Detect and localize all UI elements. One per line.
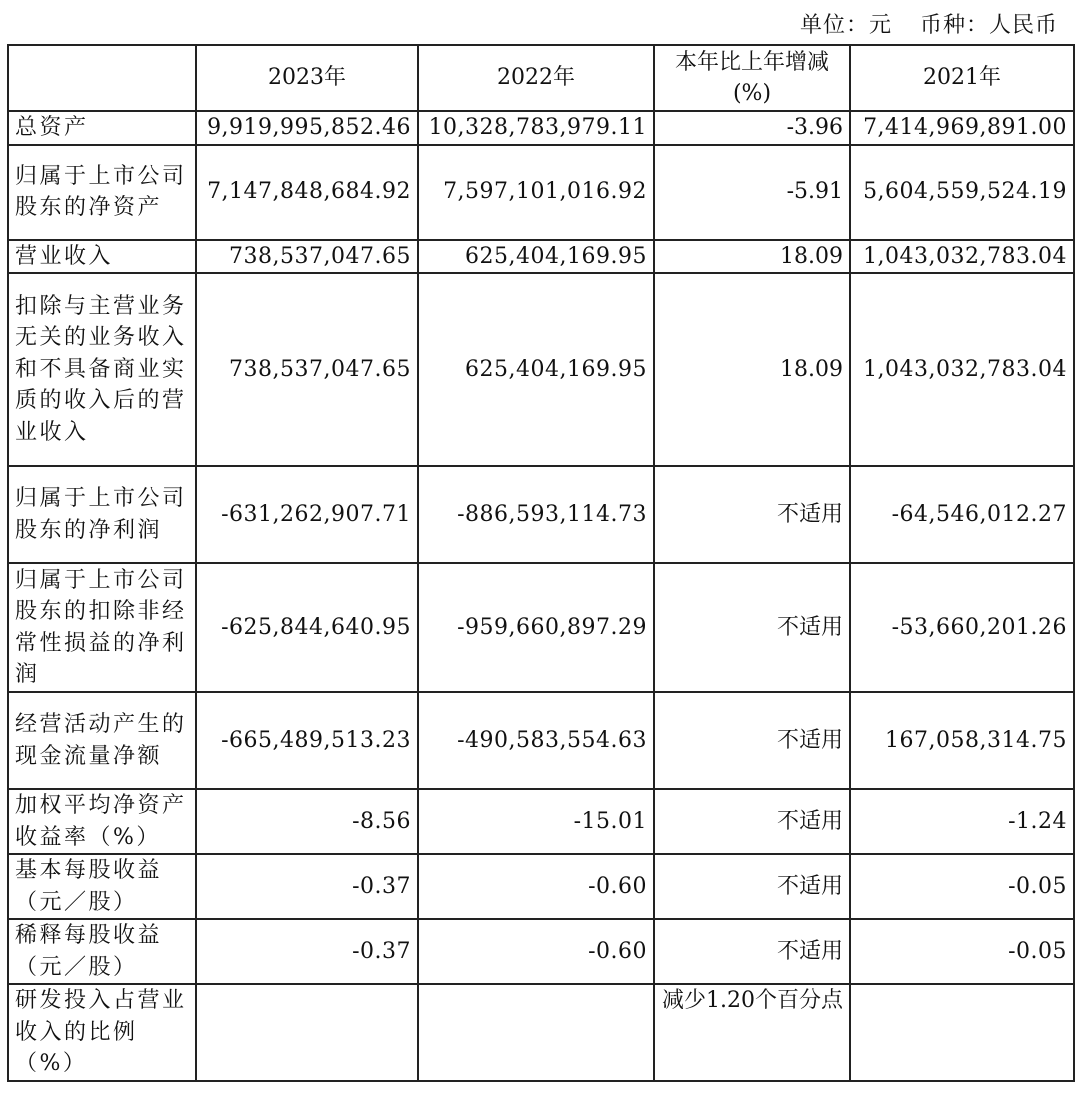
value-2022: -959,660,897.29 [418,563,654,692]
value-2023: 738,537,047.65 [196,273,418,466]
value-change: 不适用 [654,919,850,984]
value-2023: -665,489,513.23 [196,692,418,789]
value-change: 不适用 [654,692,850,789]
value-2023: -0.37 [196,854,418,919]
value-change: 18.09 [654,273,850,466]
value-change: 不适用 [654,854,850,919]
value-2022: 7,597,101,016.92 [418,145,654,240]
value-2021: -53,660,201.26 [850,563,1074,692]
value-2023: 738,537,047.65 [196,240,418,274]
value-change: -3.96 [654,111,850,145]
row-label: 营业收入 [8,240,196,274]
header-item [8,45,196,111]
header-year-2023: 2023年 [196,45,418,111]
row-label: 总资产 [8,111,196,145]
value-change: -5.91 [654,145,850,240]
value-2021: -0.05 [850,919,1074,984]
value-2021: 7,414,969,891.00 [850,111,1074,145]
value-2021: 1,043,032,783.04 [850,273,1074,466]
value-2022: 10,328,783,979.11 [418,111,654,145]
table-row [8,111,1074,145]
value-2022 [418,984,654,1081]
value-2023: -631,262,907.71 [196,466,418,563]
row-label: 加权平均净资产收益率（%） [8,789,196,854]
table-row [8,145,1074,240]
value-2021: 1,043,032,783.04 [850,240,1074,274]
row-label: 稀释每股收益（元／股） [8,919,196,984]
row-label: 归属于上市公司股东的净资产 [8,145,196,240]
row-label: 基本每股收益（元／股） [8,854,196,919]
table-row [8,854,1074,919]
value-2021 [850,984,1074,1081]
table-row [8,984,1074,1081]
value-2022: -15.01 [418,789,654,854]
header-change: 本年比上年增减(%) [654,45,850,111]
value-2021: 5,604,559,524.19 [850,145,1074,240]
value-2021: 167,058,314.75 [850,692,1074,789]
value-2021: -1.24 [850,789,1074,854]
value-2022: 625,404,169.95 [418,273,654,466]
table-row [8,563,1074,692]
value-2023: -8.56 [196,789,418,854]
value-2022: -886,593,114.73 [418,466,654,563]
row-label: 扣除与主营业务无关的业务收入和不具备商业实质的收入后的营业收入 [8,273,196,466]
value-2023: 9,919,995,852.46 [196,111,418,145]
unit-caption [800,8,1058,39]
value-change: 减少1.20个百分点 [654,984,850,1081]
value-2022: -490,583,554.63 [418,692,654,789]
row-label: 归属于上市公司股东的扣除非经常性损益的净利润 [8,563,196,692]
value-2023: -0.37 [196,919,418,984]
value-2023: 7,147,848,684.92 [196,145,418,240]
header-year-2021: 2021年 [850,45,1074,111]
header-row [8,45,1074,111]
value-2022: 625,404,169.95 [418,240,654,274]
row-label: 归属于上市公司股东的净利润 [8,466,196,563]
table-row [8,919,1074,984]
table-row [8,240,1074,274]
table-row [8,466,1074,563]
value-change: 不适用 [654,789,850,854]
header-year-2022: 2022年 [418,45,654,111]
value-2022: -0.60 [418,919,654,984]
currency-label: 币种：人民币 [919,13,1058,38]
value-2023: -625,844,640.95 [196,563,418,692]
value-2022: -0.60 [418,854,654,919]
value-change: 18.09 [654,240,850,274]
table-row [8,273,1074,466]
value-2021: -0.05 [850,854,1074,919]
unit-label: 单位：元 [799,13,892,38]
row-label: 研发投入占营业收入的比例（%） [8,984,196,1081]
table-row [8,789,1074,854]
value-2023 [196,984,418,1081]
financial-summary-table [7,44,1075,1082]
table-row [8,692,1074,789]
value-2021: -64,546,012.27 [850,466,1074,563]
value-change: 不适用 [654,466,850,563]
row-label: 经营活动产生的现金流量净额 [8,692,196,789]
value-change: 不适用 [654,563,850,692]
